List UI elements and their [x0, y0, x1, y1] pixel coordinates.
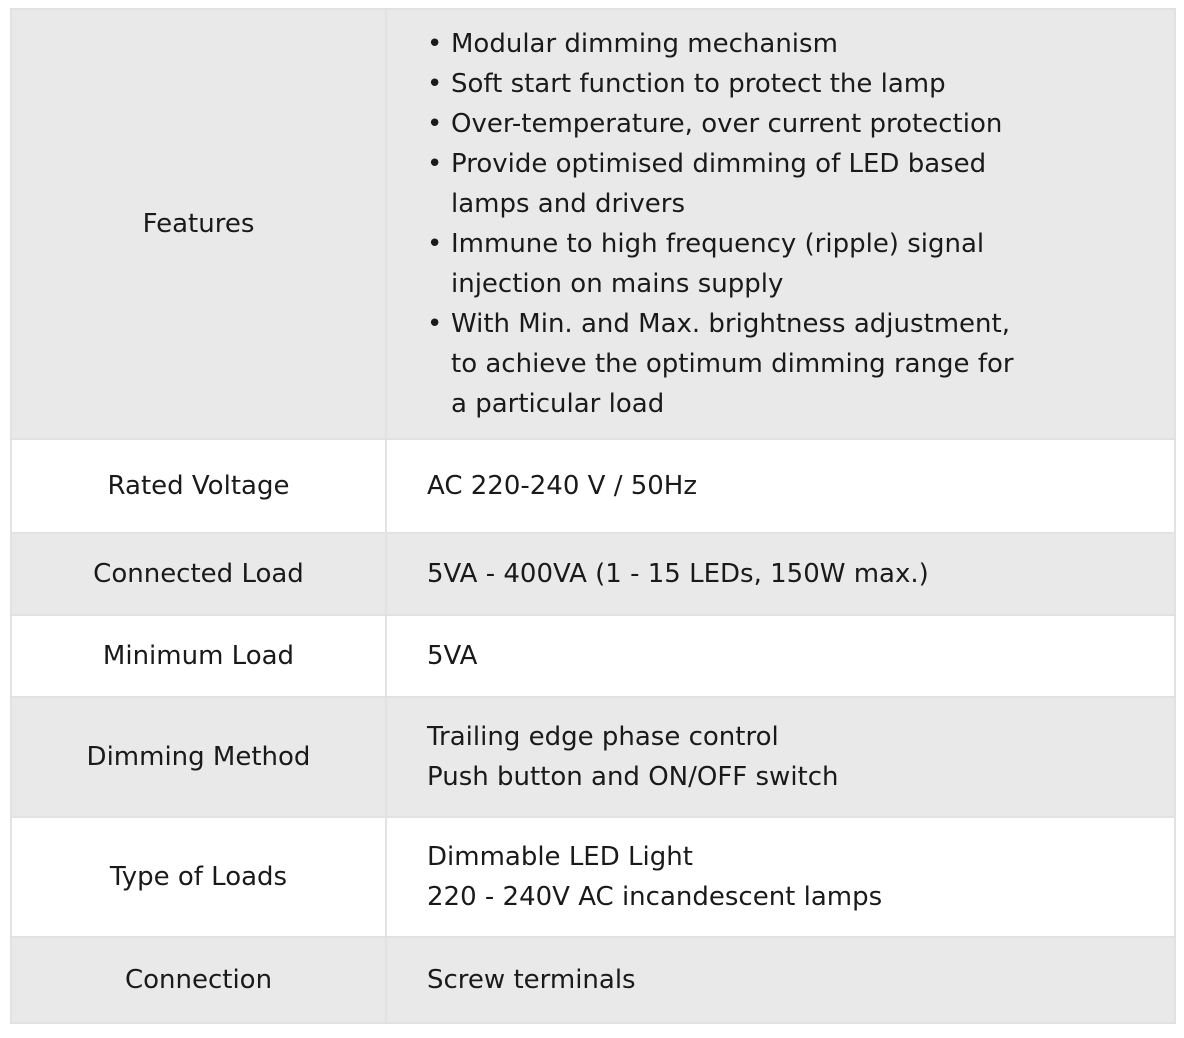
row-value-connection: Screw terminals: [386, 937, 1175, 1023]
row-label-minimum-load: Minimum Load: [11, 615, 386, 697]
table-row-minimum-load: [11, 615, 1175, 697]
row-value-minimum-load: 5VA: [386, 615, 1175, 697]
list-item: • Soft start function to protect the lamp: [427, 64, 1037, 104]
list-item: • Modular dimming mechanism: [427, 24, 1037, 64]
row-label-connection: Connection: [11, 937, 386, 1023]
dimming-method-line: Push button and ON/OFF switch: [427, 762, 839, 792]
table-row-features: [11, 9, 1175, 439]
dimming-method-line: Trailing edge phase control: [427, 722, 779, 752]
features-list: [427, 24, 1037, 424]
row-value-features: [386, 9, 1175, 439]
row-label-features: Features: [11, 9, 386, 439]
list-item: • Provide optimised dimming of LED based lamps and drivers: [427, 144, 1037, 224]
row-value-rated-voltage: AC 220-240 V / 50Hz: [386, 439, 1175, 533]
row-value-type-of-loads: [386, 817, 1175, 937]
table-row-type-of-loads: [11, 817, 1175, 937]
type-of-loads-line: 220 - 240V AC incandescent lamps: [427, 882, 883, 912]
type-of-loads-line: Dimmable LED Light: [427, 842, 693, 872]
row-value-connected-load: 5VA - 400VA (1 - 15 LEDs, 150W max.): [386, 533, 1175, 615]
table-row-rated-voltage: [11, 439, 1175, 533]
row-value-dimming-method: [386, 697, 1175, 817]
list-item: • With Min. and Max. brightness adjustment, to achieve the optimum dimming range for a particular load: [427, 304, 1037, 424]
row-label-connected-load: Connected Load: [11, 533, 386, 615]
list-item: • Immune to high frequency (ripple) signal injection on mains supply: [427, 224, 1037, 304]
table-row-dimming-method: [11, 697, 1175, 817]
spec-table: [10, 8, 1176, 1024]
row-label-type-of-loads: Type of Loads: [11, 817, 386, 937]
list-item: • Over-temperature, over current protection: [427, 104, 1037, 144]
row-label-dimming-method: Dimming Method: [11, 697, 386, 817]
table-row-connection: [11, 937, 1175, 1023]
table-row-connected-load: [11, 533, 1175, 615]
row-label-rated-voltage: Rated Voltage: [11, 439, 386, 533]
